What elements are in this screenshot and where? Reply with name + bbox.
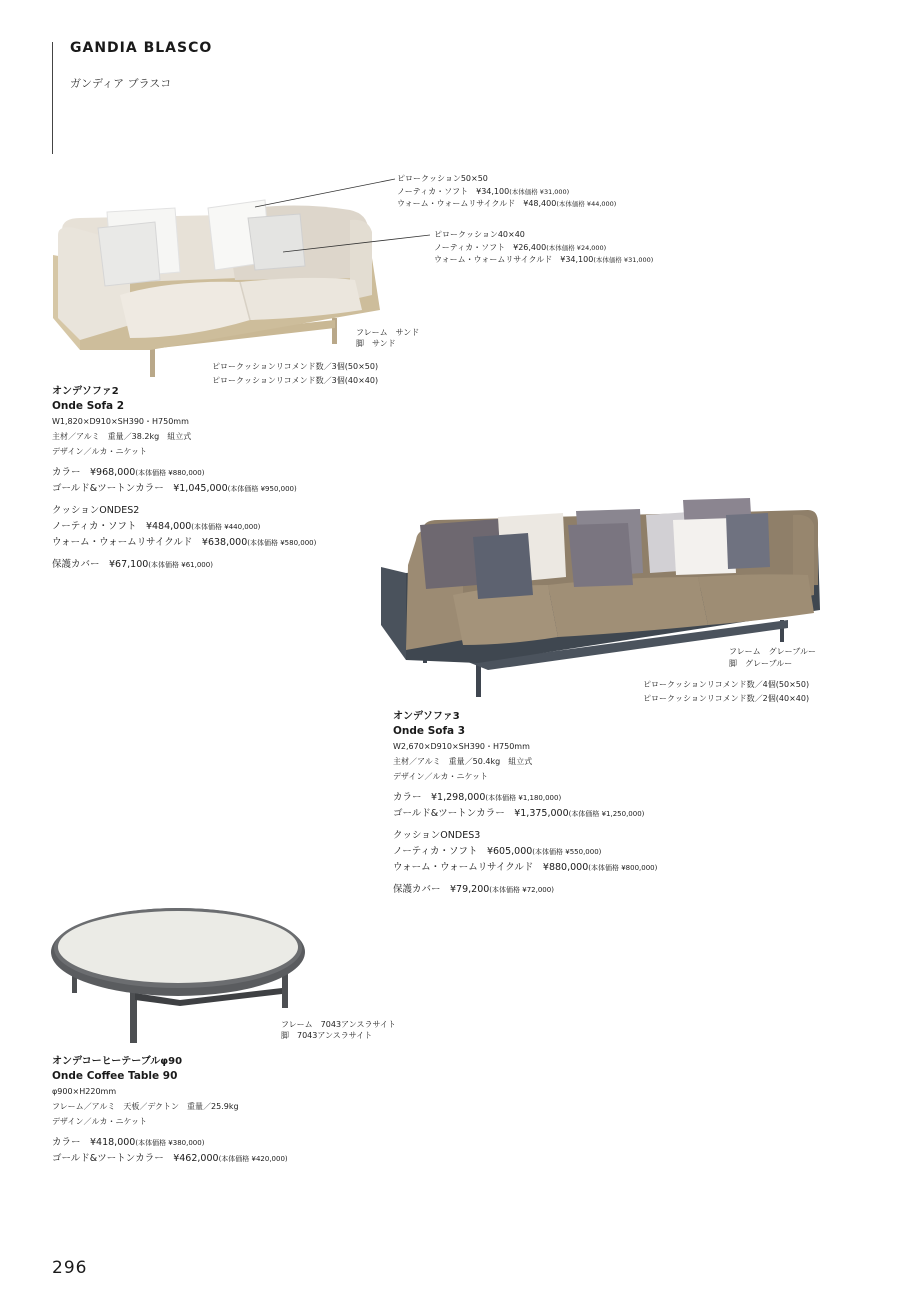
sofa3-frame-note: フレーム グレーブルー 脚 グレーブルー bbox=[729, 647, 816, 668]
sofa2-frame-note: フレーム サンド 脚 サンド bbox=[356, 328, 420, 348]
brand-name-jp: ガンディア ブラスコ bbox=[70, 77, 172, 90]
sofa2-info: オンデソファ2 Onde Sofa 2 W1,820×D910×SH390・H750mm 主材／アルミ 重量／38.2kg 組立式 デザイン／ルカ・ニケット カラー ¥968,000(本体価格 ¥880,000) ゴールド&ツートンカラー ¥1,045,000(本体価格 ¥950,000) クッションONDES2 ノーティカ・ソフト ¥484,000(本体価格 ¥440,000) ウォーム・ウォームリサイクルド ¥638,000(本体価格 ¥580,000) 保護カバー ¥67,100(本体価格 ¥61,000) bbox=[52, 386, 317, 570]
table-title-en: Onde Coffee Table 90 bbox=[52, 1070, 178, 1082]
sofa3-cushion-reco: ピロークッションリコメンド数／4個(50×50) ピロークッションリコメンド数／2個(40×40) bbox=[643, 680, 810, 703]
sofa3-title-en: Onde Sofa 3 bbox=[393, 725, 466, 737]
sofa2-title-jp: オンデソファ2 bbox=[52, 386, 119, 397]
table-frame-note: フレーム 7043アンスラサイト 脚 7043アンスラサイト bbox=[281, 1020, 396, 1040]
page-number: 296 bbox=[52, 1258, 88, 1278]
callout-pillow-50: ピロークッション50×50 ノーティカ・ソフト ¥34,100(本体価格 ¥31,000) ウォーム・ウォームリサイクルド ¥48,400(本体価格 ¥44,000) bbox=[397, 174, 617, 208]
table-title-jp: オンデコーヒーテーブルφ90 bbox=[52, 1056, 183, 1067]
sofa3-title-jp: オンデソファ3 bbox=[393, 711, 460, 722]
table-info: オンデコーヒーテーブルφ90 Onde Coffee Table 90 φ900×H220mm フレーム／アルミ 天板／デクトン 重量／25.9kg デザイン／ルカ・ニケット カラー ¥418,000(本体価格 ¥380,000) ゴールド&ツートンカラー ¥462,000(本体価格 ¥420,000) bbox=[52, 1056, 288, 1164]
sofa2-cushion-reco: ピロークッションリコメンド数／3個(50×50) ピロークッションリコメンド数／3個(40×40) bbox=[212, 362, 379, 385]
sofa2-title-en: Onde Sofa 2 bbox=[52, 400, 125, 412]
callout-pillow-40: ピロークッション40×40 ノーティカ・ソフト ¥26,400(本体価格 ¥24,000) ウォーム・ウォームリサイクルド ¥34,100(本体価格 ¥31,000) bbox=[434, 230, 654, 264]
coffee-table-image bbox=[50, 908, 312, 1048]
sofa3-info: オンデソファ3 Onde Sofa 3 W2,670×D910×SH390・H750mm 主材／アルミ 重量／50.4kg 組立式 デザイン／ルカ・ニケット カラー ¥1,298,000(本体価格 ¥1,180,000) ゴールド&ツートンカラー ¥1,375,000(本体価格 ¥1,250,000) クッションONDES3 ノーティカ・ソフト ¥605,000(本体価格 ¥550,000) ウォーム・ウォームリサイクルド ¥880,000(本体価格 ¥800,000) 保護カバー ¥79,200(本体価格 ¥72,000) bbox=[393, 711, 658, 895]
brand-name-en: GANDIA BLASCO bbox=[70, 40, 213, 56]
